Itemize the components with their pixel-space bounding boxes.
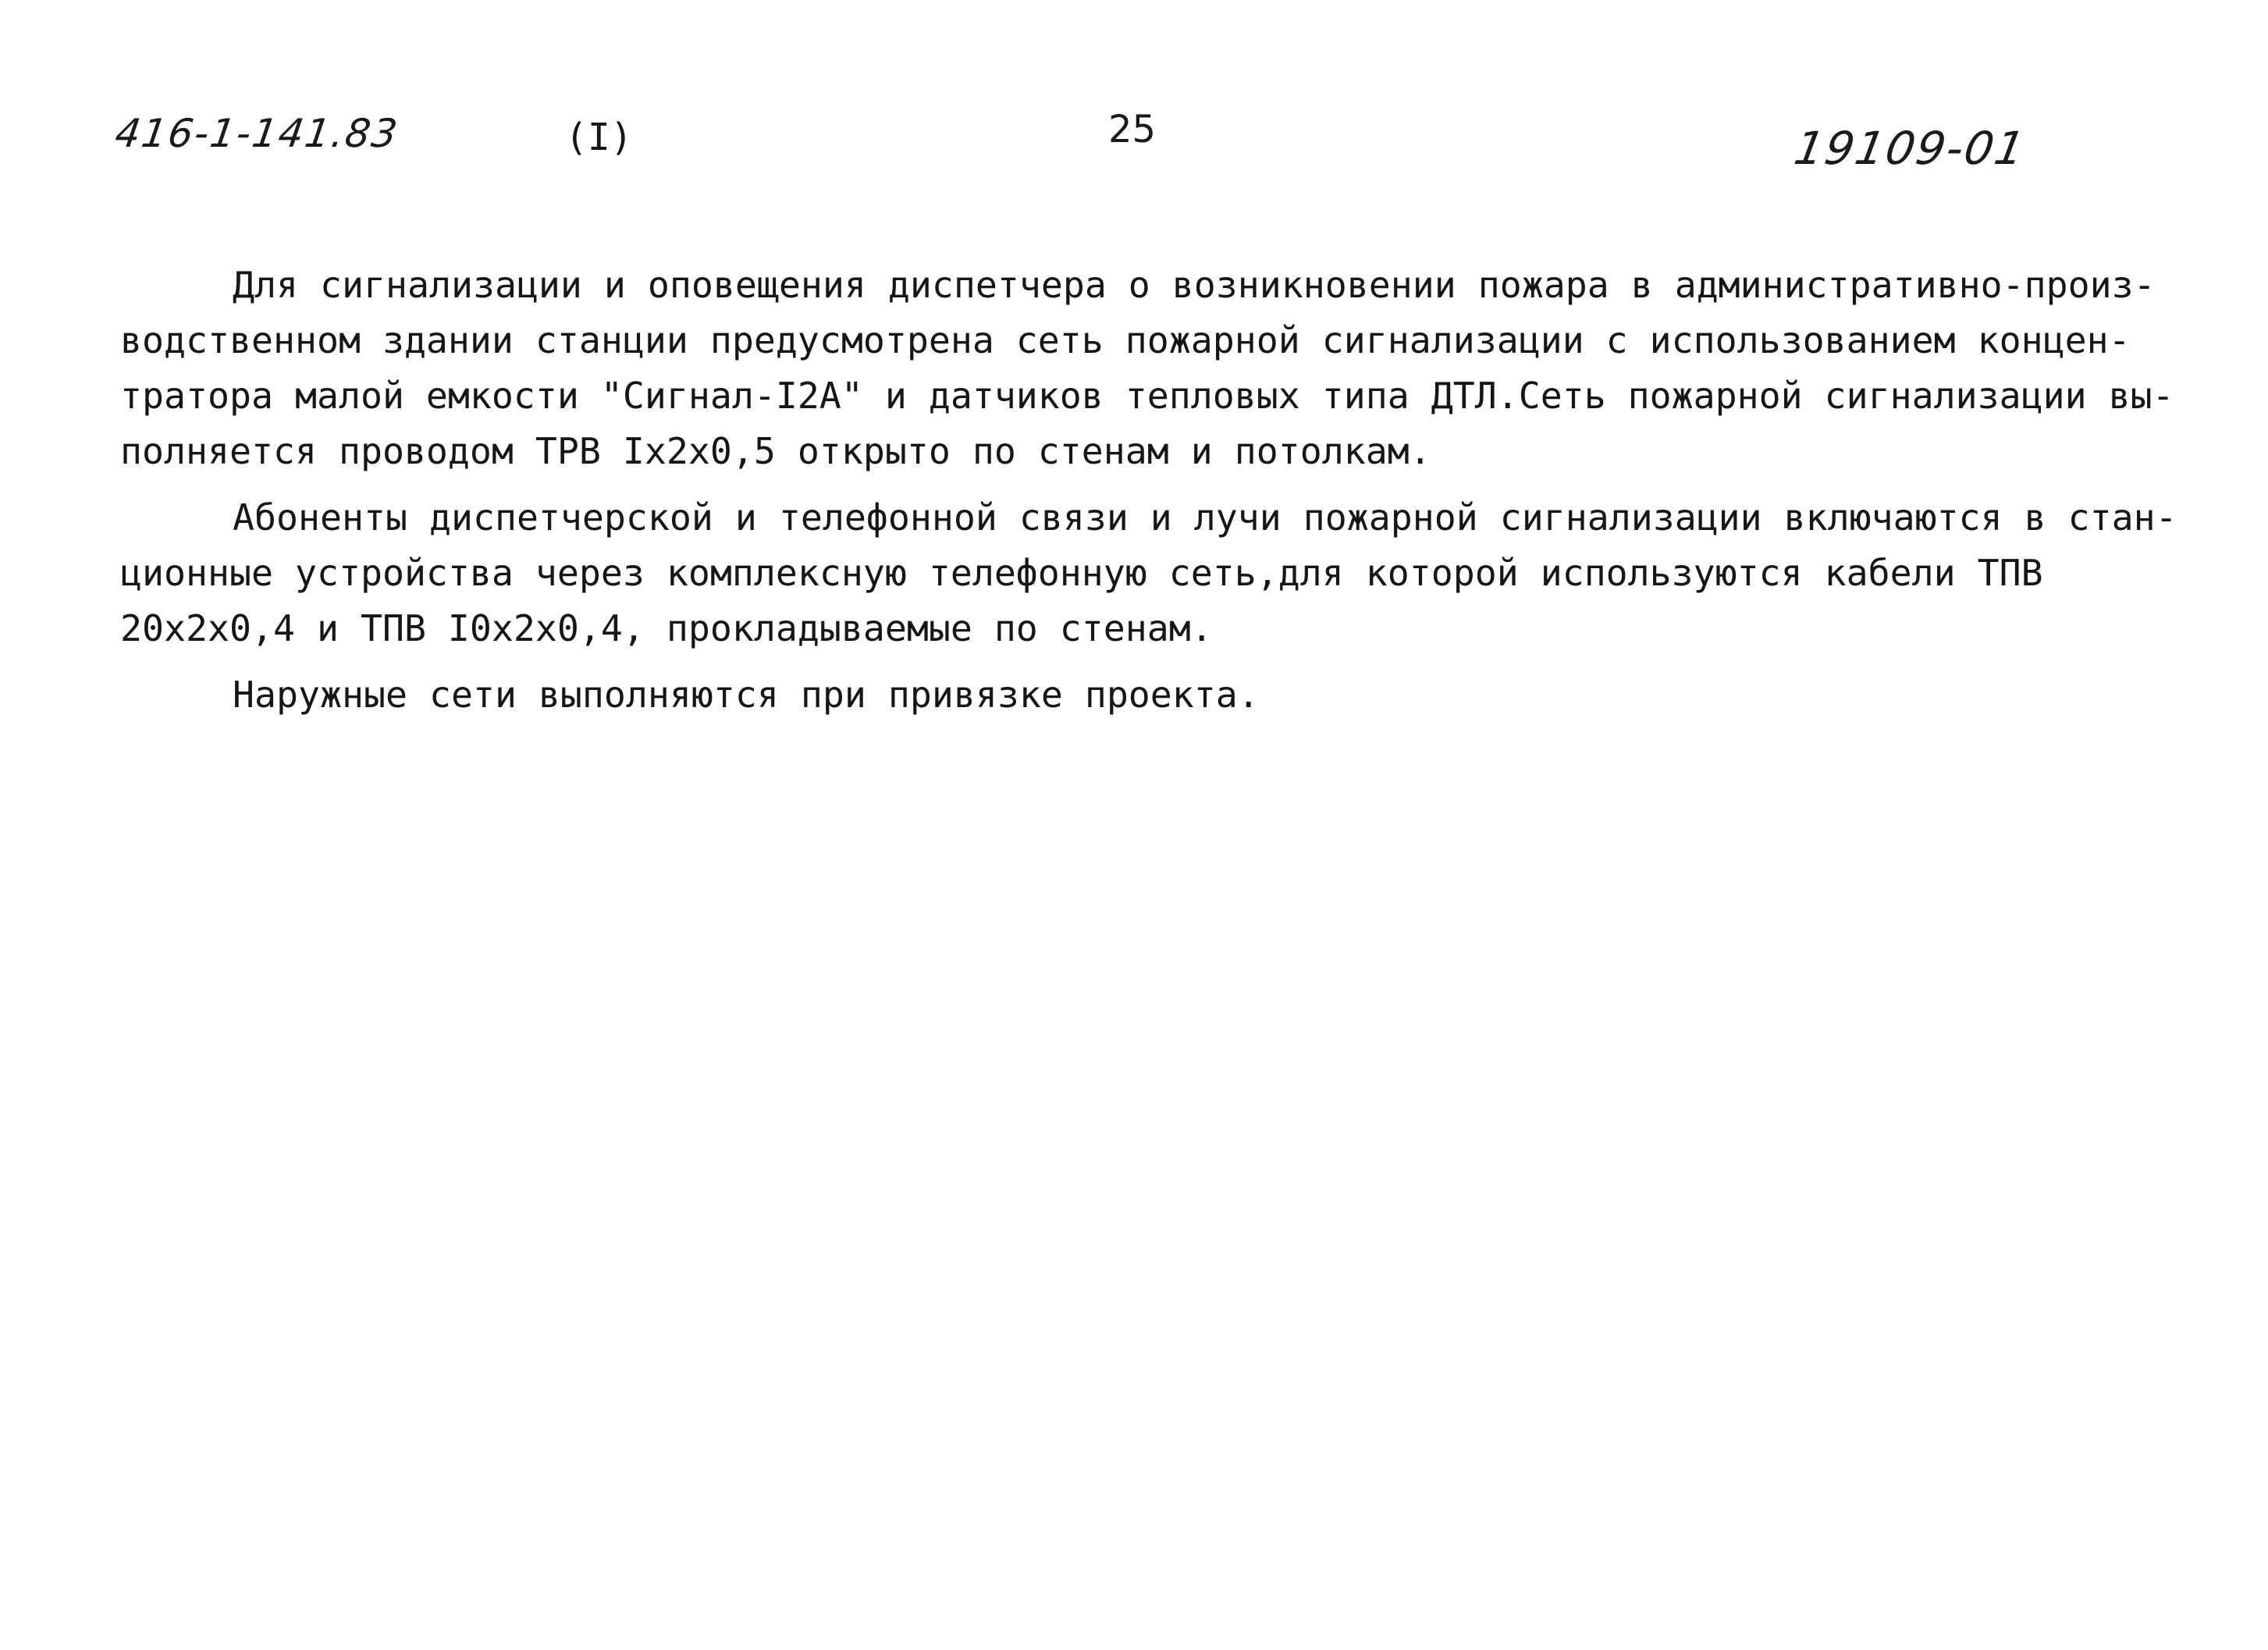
inventory-number: 19109-01 bbox=[1790, 122, 2031, 175]
document-code: 416-1-141.83 bbox=[112, 111, 402, 156]
paragraph-external-networks bbox=[233, 667, 2160, 723]
document-body bbox=[120, 258, 2177, 723]
text-line: полняется проводом ТРВ Iх2х0,5 открыто по стенам и потолкам. bbox=[120, 430, 1431, 472]
sheet-number: 25 bbox=[1108, 108, 1157, 151]
text-line: 20х2х0,4 и ТПВ I0х2х0,4, прокладываемые по стенам. bbox=[120, 607, 1213, 649]
text-line: Абоненты диспетчерской и телефонной связи и лучи пожарной сигнализации включаются в стан- bbox=[233, 496, 2177, 539]
text-line: Наружные сети выполняются при привязке проекта. bbox=[233, 674, 1260, 716]
text-line: водственном здании станции предусмотрена сеть пожарной сигнализации с использованием концен- bbox=[120, 319, 2131, 361]
part-mark: (I) bbox=[565, 116, 633, 159]
text-line: Для сигнализации и оповещения диспетчера о возникновении пожара в административно-произ- bbox=[233, 264, 2156, 306]
paragraph-subscribers bbox=[120, 490, 2177, 656]
text-line: ционные устройства через комплексную телефонную сеть,для которой используются кабели ТПВ bbox=[120, 552, 2043, 594]
paragraph-fire-alarm bbox=[120, 258, 2174, 479]
text-line: тратора малой емкости "Сигнал-I2А" и датчиков тепловых типа ДТЛ.Сеть пожарной сигнализации вы- bbox=[120, 375, 2174, 417]
